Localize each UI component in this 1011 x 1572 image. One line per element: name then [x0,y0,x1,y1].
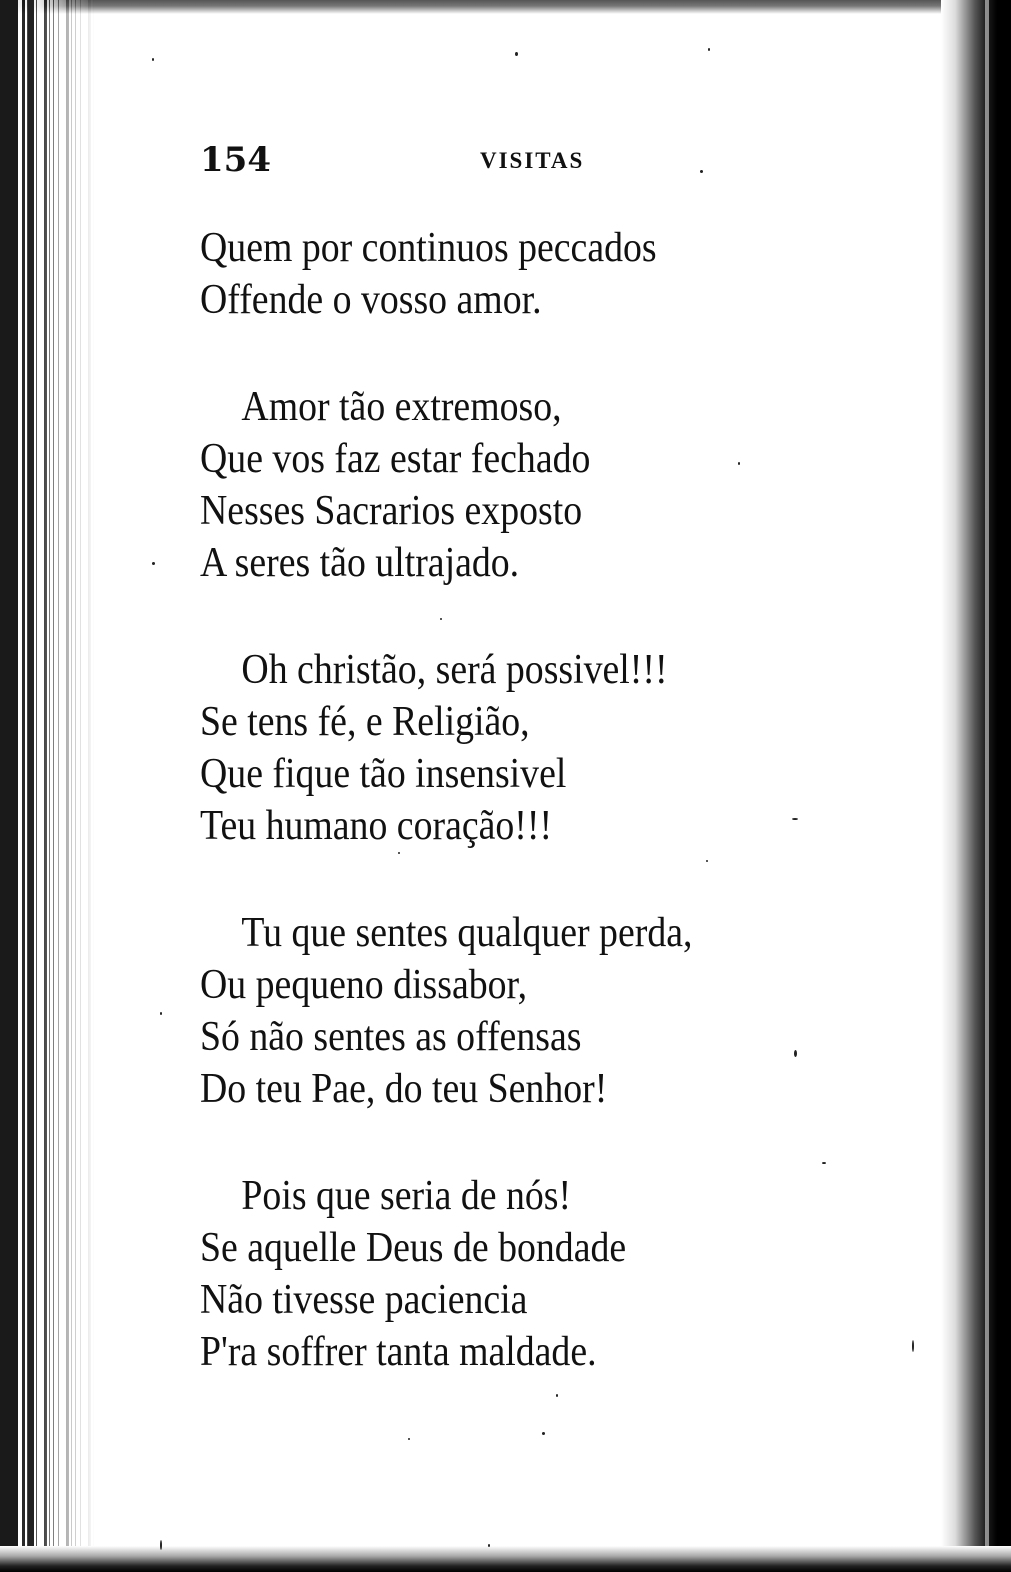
page-number: 154 [200,140,271,180]
scan-speck [700,170,703,173]
verse-line: Quem por continuos peccados [200,225,657,271]
scan-speck [542,1432,545,1435]
verse-line: Só não sentes as offensas [200,1014,582,1060]
verse-line: Que vos faz estar fechado [200,436,591,482]
scan-speck [794,1050,797,1057]
verse-line: Do teu Pae, do teu Senhor! [200,1066,608,1112]
scan-speck [738,462,740,465]
stanza-1 [200,222,810,326]
scan-speck [708,48,710,51]
stanza-break [200,852,810,907]
running-title: VISITAS [480,148,585,173]
stanza-5 [200,1170,810,1378]
verse-line: Que fique tão insensivel [200,751,567,797]
poem [200,222,810,1378]
page-right-edge [941,0,1011,1572]
verse-line: Ou pequeno dissabor, [200,962,528,1008]
binding-edge [0,0,18,1572]
verse-line: Oh christão, será possivel!!! [241,647,668,693]
scan-speck [515,52,518,56]
page-right-edge-highlight [985,0,989,1572]
stanza-2 [200,381,810,589]
scan-speck [160,1540,162,1550]
binding-streak [28,0,34,1572]
scan-speck [408,1438,410,1440]
verse-line: A seres tão ultrajado. [200,540,520,586]
scan-speck [440,618,442,620]
stanza-break [200,326,810,381]
verse-line: Não tivesse paciencia [200,1277,528,1323]
verse-line: Pois que seria de nós! [241,1173,572,1219]
stanza-break [200,1115,810,1170]
verse-line: Offende o vosso amor. [200,277,542,323]
scan-speck [398,852,400,854]
scan-speck [706,860,708,862]
stanza-3 [200,644,810,852]
scan-speck [556,1394,558,1397]
scan-speck [152,562,155,565]
scan-speck [160,1012,162,1015]
verse-line: Amor tão extremoso, [241,384,562,430]
verse-line: Se aquelle Deus de bondade [200,1225,627,1271]
page-bottom-edge [0,1546,1011,1572]
scan-speck [152,58,154,61]
scan-speck [792,818,798,820]
scan-speck [822,1162,826,1164]
verse-line: P'ra soffrer tanta maldade. [200,1329,597,1375]
verse-line: Se tens fé, e Religião, [200,699,530,745]
verse-line: Teu humano coração!!! [200,803,553,849]
page-top-edge [0,0,1011,14]
verse-line: Tu que sentes qualquer perda, [241,910,693,956]
scan-speck [912,1340,914,1352]
page-header [200,140,620,180]
stanza-break [200,589,810,644]
scan-speck [488,1544,490,1547]
stanza-4 [200,907,810,1115]
verse-line: Nesses Sacrarios exposto [200,488,583,534]
